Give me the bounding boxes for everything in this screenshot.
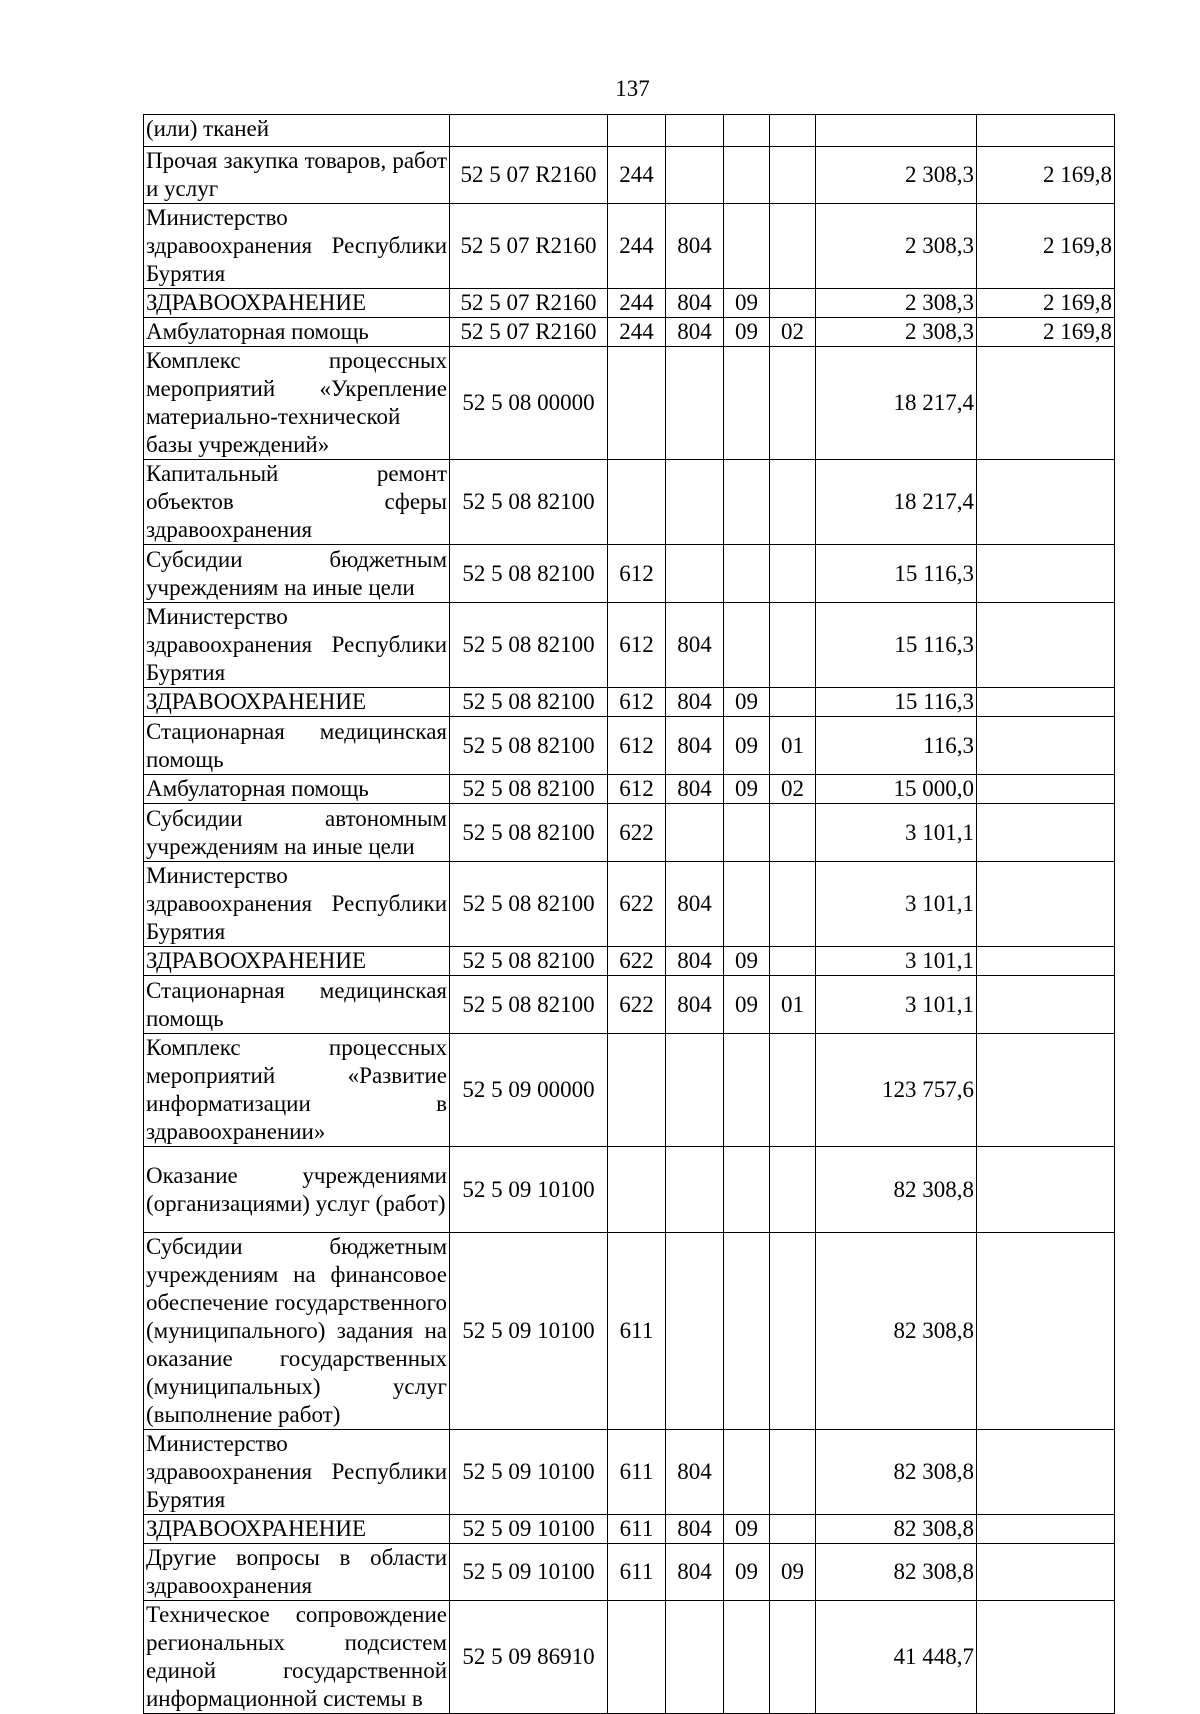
ministry-code <box>666 804 724 862</box>
page-number: 137 <box>615 76 650 101</box>
target-code: 52 5 09 10100 <box>450 1147 608 1233</box>
amount-1: 82 308,8 <box>816 1147 977 1233</box>
target-code: 52 5 08 82100 <box>450 976 608 1034</box>
section-code <box>724 804 770 862</box>
subsection-code: 02 <box>770 318 816 347</box>
expense-type: 244 <box>608 147 666 204</box>
ministry-code: 804 <box>666 1515 724 1544</box>
subsection-code <box>770 1601 816 1714</box>
section-code <box>724 204 770 289</box>
target-code: 52 5 07 R2160 <box>450 204 608 289</box>
budget-table <box>143 114 1115 1714</box>
subsection-code <box>770 1430 816 1515</box>
subsection-code: 02 <box>770 775 816 804</box>
expense-type: 612 <box>608 688 666 717</box>
table-row <box>144 947 1115 976</box>
amount-1: 41 448,7 <box>816 1601 977 1714</box>
subsection-code <box>770 688 816 717</box>
expense-type: 612 <box>608 717 666 775</box>
section-code <box>724 603 770 688</box>
amount-1: 116,3 <box>816 717 977 775</box>
amount-2 <box>977 1430 1115 1515</box>
section-code: 09 <box>724 717 770 775</box>
expense-type: 622 <box>608 947 666 976</box>
amount-1: 2 308,3 <box>816 147 977 204</box>
row-name: ЗДРАВООХРАНЕНИЕ <box>144 289 450 318</box>
target-code: 52 5 08 82100 <box>450 947 608 976</box>
table-row <box>144 460 1115 545</box>
target-code: 52 5 08 82100 <box>450 775 608 804</box>
section-code <box>724 1034 770 1147</box>
target-code: 52 5 08 82100 <box>450 688 608 717</box>
expense-type <box>608 460 666 545</box>
row-name: Прочая закупка товаров, работ и услуг <box>144 147 450 204</box>
row-name: Министерство здравоохранения Республики Бурятия <box>144 862 450 947</box>
amount-2 <box>977 862 1115 947</box>
section-code <box>724 115 770 147</box>
ministry-code: 804 <box>666 976 724 1034</box>
ministry-code <box>666 460 724 545</box>
ministry-code <box>666 1034 724 1147</box>
table-row <box>144 289 1115 318</box>
row-name: Амбулаторная помощь <box>144 318 450 347</box>
ministry-code: 804 <box>666 289 724 318</box>
ministry-code: 804 <box>666 1430 724 1515</box>
subsection-code <box>770 289 816 318</box>
section-code: 09 <box>724 1544 770 1601</box>
subsection-code <box>770 545 816 603</box>
section-code: 09 <box>724 976 770 1034</box>
table-row <box>144 804 1115 862</box>
ministry-code <box>666 347 724 460</box>
section-code <box>724 1601 770 1714</box>
target-code: 52 5 08 82100 <box>450 804 608 862</box>
table-row <box>144 1544 1115 1601</box>
amount-2: 2 169,8 <box>977 289 1115 318</box>
ministry-code: 804 <box>666 1544 724 1601</box>
section-code: 09 <box>724 947 770 976</box>
amount-1: 15 116,3 <box>816 603 977 688</box>
ministry-code <box>666 1147 724 1233</box>
amount-1: 2 308,3 <box>816 318 977 347</box>
amount-1: 15 116,3 <box>816 688 977 717</box>
amount-2 <box>977 1147 1115 1233</box>
subsection-code <box>770 862 816 947</box>
row-name: Капитальный ремонт объектов сферы здравоохранения <box>144 460 450 545</box>
table-row <box>144 603 1115 688</box>
expense-type: 244 <box>608 318 666 347</box>
subsection-code <box>770 1147 816 1233</box>
amount-2 <box>977 775 1115 804</box>
ministry-code: 804 <box>666 717 724 775</box>
target-code: 52 5 07 R2160 <box>450 289 608 318</box>
ministry-code: 804 <box>666 603 724 688</box>
amount-1: 15 116,3 <box>816 545 977 603</box>
subsection-code <box>770 460 816 545</box>
table-row <box>144 1601 1115 1714</box>
amount-1: 2 308,3 <box>816 204 977 289</box>
table-row <box>144 1147 1115 1233</box>
table-row <box>144 1233 1115 1430</box>
section-code: 09 <box>724 1515 770 1544</box>
subsection-code <box>770 1034 816 1147</box>
amount-2 <box>977 717 1115 775</box>
section-code <box>724 1147 770 1233</box>
row-name: Стационарная медицинская помощь <box>144 717 450 775</box>
target-code <box>450 115 608 147</box>
table-row <box>144 318 1115 347</box>
table-row <box>144 1430 1115 1515</box>
amount-1: 82 308,8 <box>816 1430 977 1515</box>
target-code: 52 5 08 82100 <box>450 460 608 545</box>
subsection-code: 09 <box>770 1544 816 1601</box>
expense-type: 611 <box>608 1233 666 1430</box>
subsection-code: 01 <box>770 976 816 1034</box>
amount-2 <box>977 1515 1115 1544</box>
section-code: 09 <box>724 775 770 804</box>
amount-2 <box>977 688 1115 717</box>
expense-type <box>608 115 666 147</box>
expense-type: 622 <box>608 804 666 862</box>
amount-1: 3 101,1 <box>816 947 977 976</box>
subsection-code <box>770 204 816 289</box>
table-row <box>144 545 1115 603</box>
expense-type: 622 <box>608 976 666 1034</box>
amount-2 <box>977 1601 1115 1714</box>
table-row <box>144 115 1115 147</box>
amount-2: 2 169,8 <box>977 147 1115 204</box>
expense-type <box>608 1601 666 1714</box>
ministry-code: 804 <box>666 775 724 804</box>
amount-1: 82 308,8 <box>816 1544 977 1601</box>
row-name: Министерство здравоохранения Республики Бурятия <box>144 204 450 289</box>
table-row <box>144 147 1115 204</box>
row-name: ЗДРАВООХРАНЕНИЕ <box>144 688 450 717</box>
expense-type: 622 <box>608 862 666 947</box>
amount-2 <box>977 804 1115 862</box>
subsection-code <box>770 1233 816 1430</box>
subsection-code <box>770 947 816 976</box>
target-code: 52 5 09 00000 <box>450 1034 608 1147</box>
target-code: 52 5 08 00000 <box>450 347 608 460</box>
table-body <box>144 115 1115 1714</box>
amount-1: 15 000,0 <box>816 775 977 804</box>
row-name: Субсидии бюджетным учреждениям на иные цели <box>144 545 450 603</box>
expense-type: 244 <box>608 289 666 318</box>
subsection-code: 01 <box>770 717 816 775</box>
row-name: Амбулаторная помощь <box>144 775 450 804</box>
expense-type: 612 <box>608 775 666 804</box>
section-code <box>724 347 770 460</box>
row-name: (или) тканей <box>144 115 450 147</box>
expense-type <box>608 1147 666 1233</box>
amount-1: 3 101,1 <box>816 862 977 947</box>
amount-2 <box>977 115 1115 147</box>
amount-2 <box>977 347 1115 460</box>
amount-1 <box>816 115 977 147</box>
expense-type: 611 <box>608 1515 666 1544</box>
row-name: Комплекс процессных мероприятий «Развитие информатизации в здравоохранении» <box>144 1034 450 1147</box>
amount-1: 3 101,1 <box>816 976 977 1034</box>
table-row <box>144 688 1115 717</box>
ministry-code: 804 <box>666 862 724 947</box>
subsection-code <box>770 147 816 204</box>
target-code: 52 5 08 82100 <box>450 717 608 775</box>
amount-2: 2 169,8 <box>977 318 1115 347</box>
section-code <box>724 1430 770 1515</box>
row-name: Другие вопросы в области здравоохранения <box>144 1544 450 1601</box>
amount-2 <box>977 1233 1115 1430</box>
table-row <box>144 717 1115 775</box>
target-code: 52 5 08 82100 <box>450 603 608 688</box>
target-code: 52 5 07 R2160 <box>450 318 608 347</box>
amount-2 <box>977 1034 1115 1147</box>
target-code: 52 5 09 86910 <box>450 1601 608 1714</box>
amount-1: 2 308,3 <box>816 289 977 318</box>
row-name: Министерство здравоохранения Республики Бурятия <box>144 1430 450 1515</box>
target-code: 52 5 08 82100 <box>450 862 608 947</box>
ministry-code: 804 <box>666 204 724 289</box>
subsection-code <box>770 804 816 862</box>
amount-1: 18 217,4 <box>816 460 977 545</box>
ministry-code: 804 <box>666 318 724 347</box>
row-name: Стационарная медицинская помощь <box>144 976 450 1034</box>
row-name: ЗДРАВООХРАНЕНИЕ <box>144 947 450 976</box>
table-row <box>144 775 1115 804</box>
table-row <box>144 862 1115 947</box>
row-name: Субсидии бюджетным учреждениям на финансовое обеспечение государственного (муниципального) задания на оказание государственных (муниципальных) услуг (выполнение работ) <box>144 1233 450 1430</box>
target-code: 52 5 09 10100 <box>450 1233 608 1430</box>
amount-1: 123 757,6 <box>816 1034 977 1147</box>
expense-type: 244 <box>608 204 666 289</box>
ministry-code <box>666 1233 724 1430</box>
expense-type <box>608 1034 666 1147</box>
amount-2 <box>977 603 1115 688</box>
amount-2: 2 169,8 <box>977 204 1115 289</box>
amount-1: 82 308,8 <box>816 1233 977 1430</box>
expense-type: 612 <box>608 603 666 688</box>
row-name: ЗДРАВООХРАНЕНИЕ <box>144 1515 450 1544</box>
subsection-code <box>770 347 816 460</box>
amount-1: 3 101,1 <box>816 804 977 862</box>
row-name: Министерство здравоохранения Республики Бурятия <box>144 603 450 688</box>
expense-type: 612 <box>608 545 666 603</box>
row-name: Техническое сопровождение региональных подсистем единой государственной информационной системы в <box>144 1601 450 1714</box>
section-code: 09 <box>724 318 770 347</box>
row-name: Оказание учреждениями (организациями) услуг (работ) <box>144 1147 450 1233</box>
amount-2 <box>977 976 1115 1034</box>
section-code <box>724 862 770 947</box>
subsection-code <box>770 1515 816 1544</box>
amount-2 <box>977 947 1115 976</box>
table-row <box>144 1034 1115 1147</box>
section-code <box>724 460 770 545</box>
section-code: 09 <box>724 688 770 717</box>
amount-1: 82 308,8 <box>816 1515 977 1544</box>
ministry-code <box>666 545 724 603</box>
subsection-code <box>770 603 816 688</box>
expense-type: 611 <box>608 1544 666 1601</box>
target-code: 52 5 09 10100 <box>450 1515 608 1544</box>
section-code <box>724 1233 770 1430</box>
target-code: 52 5 07 R2160 <box>450 147 608 204</box>
ministry-code <box>666 115 724 147</box>
ministry-code: 804 <box>666 688 724 717</box>
amount-2 <box>977 545 1115 603</box>
expense-type <box>608 347 666 460</box>
target-code: 52 5 09 10100 <box>450 1544 608 1601</box>
section-code <box>724 147 770 204</box>
section-code: 09 <box>724 289 770 318</box>
ministry-code <box>666 147 724 204</box>
table-row <box>144 204 1115 289</box>
row-name: Субсидии автономным учреждениям на иные цели <box>144 804 450 862</box>
table-row <box>144 1515 1115 1544</box>
target-code: 52 5 09 10100 <box>450 1430 608 1515</box>
ministry-code <box>666 1601 724 1714</box>
row-name: Комплекс процессных мероприятий «Укрепление материально-технической базы учреждений» <box>144 347 450 460</box>
section-code <box>724 545 770 603</box>
subsection-code <box>770 115 816 147</box>
ministry-code: 804 <box>666 947 724 976</box>
target-code: 52 5 08 82100 <box>450 545 608 603</box>
amount-1: 18 217,4 <box>816 347 977 460</box>
table-row <box>144 976 1115 1034</box>
amount-2 <box>977 1544 1115 1601</box>
expense-type: 611 <box>608 1430 666 1515</box>
table-row <box>144 347 1115 460</box>
amount-2 <box>977 460 1115 545</box>
